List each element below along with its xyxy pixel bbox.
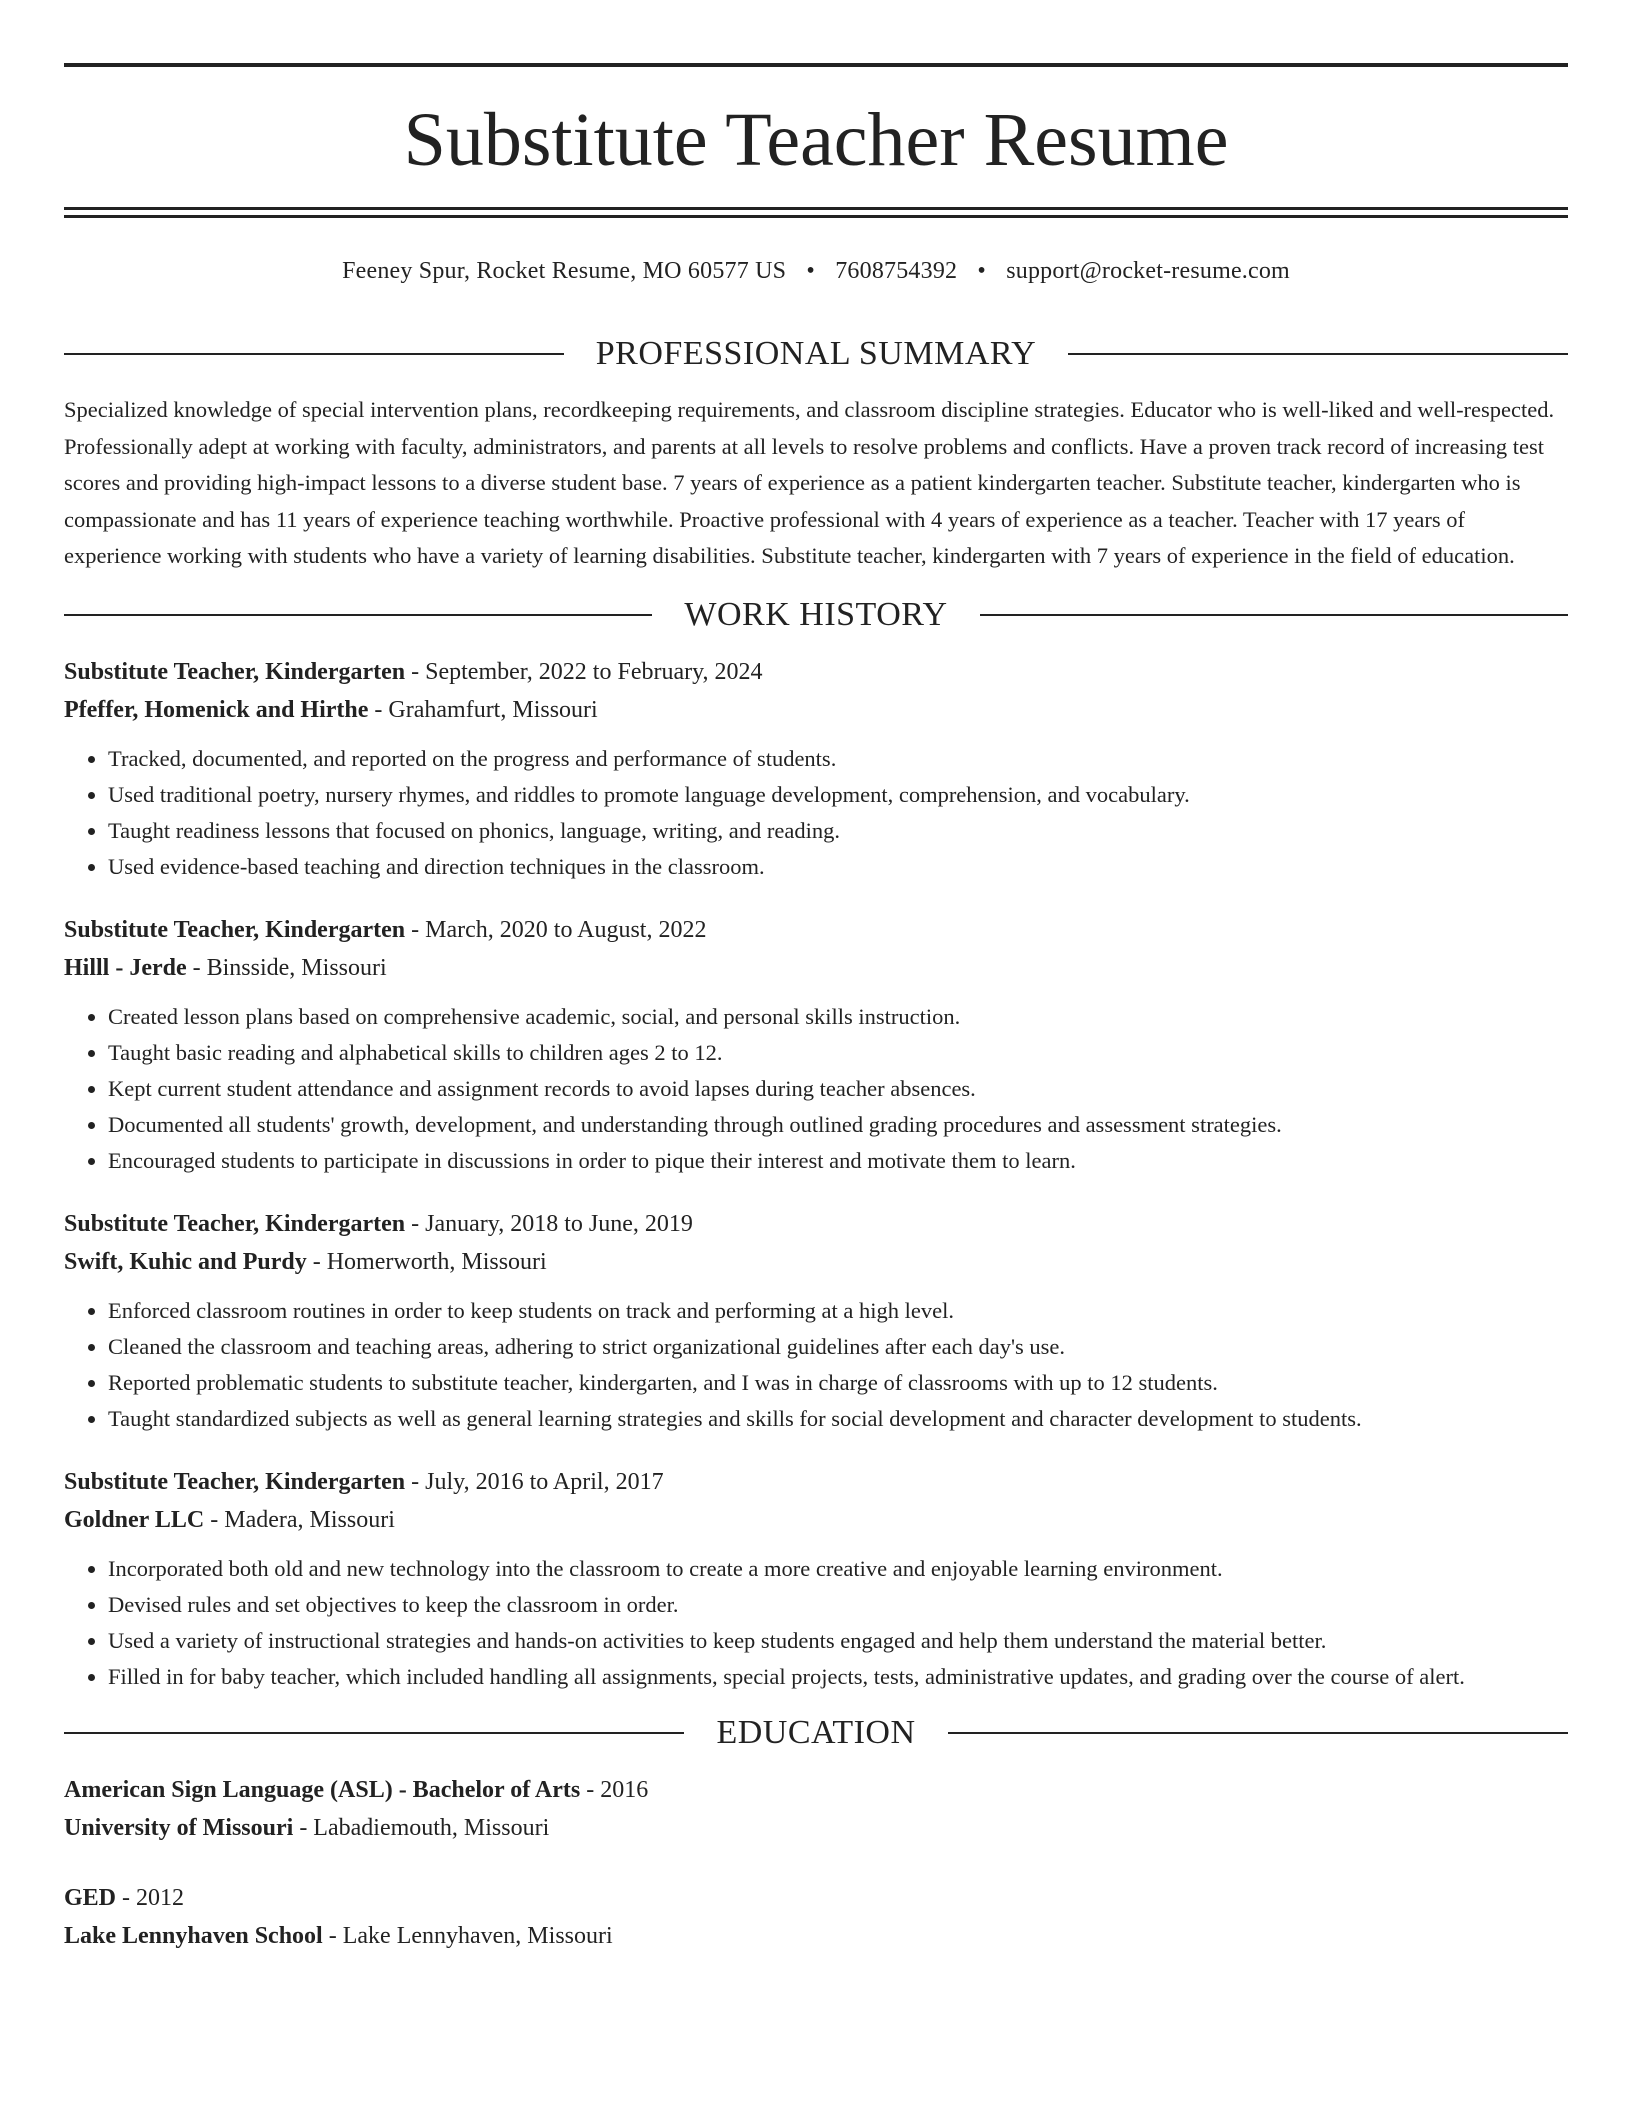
education-entry [64,1771,1568,1847]
job-location: - Binsside, Missouri [186,954,387,981]
school-line [64,1917,1568,1955]
section-heading-work-history [64,591,1568,639]
summary-section [64,330,1568,575]
job-bullet: • Enforced classroom routines in order to keep students on track and performing at a high level. [108,1293,1568,1329]
job-company-line [64,691,1568,729]
job-title-line [64,1205,1568,1243]
graduation-year: - 2016 [580,1776,649,1803]
title-double-divider [64,207,1568,218]
job-bullet: • Taught basic reading and alphabetical skills to children ages 2 to 12. [108,1035,1568,1071]
job-title: Substitute Teacher, Kindergarten [64,1468,406,1495]
summary-text: Specialized knowledge of special intervention plans, recordkeeping requirements, and classroom discipline strategies. Educator who is well-liked and well-respected. Professionally adept at working with faculty, administrators, and parents at all levels to resolve problems and conflicts. Have a proven track record of increasing test scores and providing high-impact lessons to a diverse student base. 7 years of experience as a patient kindergarten teacher. Substitute teacher, kindergarten who is compassionate and has 11 years of experience teaching worthwhile. Proactive professional with 4 years of experience as a teacher. Teacher with 17 years of experience working with students who have a variety of learning disabilities. Substitute teacher, kindergarten with 7 years of experience in the field of education. [64,397,1555,568]
job-entry [64,911,1568,1179]
job-company: Goldner LLC [64,1506,205,1533]
job-bullets [64,1293,1568,1437]
heading-rule-right [948,1732,1568,1734]
contact-separator: • [977,258,987,284]
job-bullet: • Used a variety of instructional strategies and hands-on activities to keep students engaged and help them understand the material better. [108,1623,1568,1659]
section-heading-label: PROFESSIONAL SUMMARY [595,335,1037,372]
job-bullets [64,1551,1568,1695]
job-title-line [64,911,1568,949]
job-company-line [64,1243,1568,1281]
degree: American Sign Language (ASL) - Bachelor of Arts [64,1776,581,1803]
job-location: - Homerworth, Missouri [306,1248,547,1275]
job-bullet: • Used evidence-based teaching and direction techniques in the classroom. [108,849,1568,885]
job-dates: - September, 2022 to February, 2024 [405,658,763,685]
graduation-year: - 2012 [116,1884,185,1911]
degree: GED [64,1884,117,1911]
job-bullet: • Incorporated both old and new technology into the classroom to create a more creative and enjoyable learning environment. [108,1551,1568,1587]
work-history-section [64,591,1568,1695]
contact-address: Feeney Spur, Rocket Resume, MO 60577 US [342,258,787,284]
job-title-line [64,1463,1568,1501]
resume-body [64,330,1568,1955]
school: Lake Lennyhaven School [64,1922,323,1949]
job-bullet: • Kept current student attendance and assignment records to avoid lapses during teacher absences. [108,1071,1568,1107]
heading-rule-left [64,353,564,355]
contact-separator: • [806,258,816,284]
job-entry [64,1205,1568,1437]
job-company: Swift, Kuhic and Purdy [64,1248,307,1275]
job-title: Substitute Teacher, Kindergarten [64,658,406,685]
job-entry [64,1463,1568,1695]
school-location: - Labadiemouth, Missouri [293,1814,550,1841]
job-company: Hilll - Jerde [64,954,187,981]
job-bullets [64,999,1568,1179]
heading-rule-right [1068,353,1568,355]
job-bullet: • Encouraged students to participate in discussions in order to pique their interest and motivate them to learn. [108,1143,1568,1179]
section-heading-label: WORK HISTORY [684,595,948,633]
section-heading-summary [64,330,1568,378]
education-entry [64,1879,1568,1955]
job-bullet: • Used traditional poetry, nursery rhymes, and riddles to promote language development, comprehension, and vocabulary. [108,777,1568,813]
resume-title: Substitute Teacher Resume [403,98,1229,182]
heading-rule-left [64,1732,684,1734]
job-bullet: • Documented all students' growth, development, and understanding through outlined grading procedures and assessment strategies. [108,1107,1568,1143]
top-divider [64,63,1568,67]
contact-phone: 7608754392 [835,258,958,284]
section-heading-education [64,1709,1568,1757]
job-company: Pfeffer, Homenick and Hirthe [64,696,369,723]
job-dates: - January, 2018 to June, 2019 [405,1210,693,1237]
job-bullet: • Devised rules and set objectives to keep the classroom in order. [108,1587,1568,1623]
job-title: Substitute Teacher, Kindergarten [64,1210,406,1237]
job-company-line [64,1501,1568,1539]
job-bullet: • Cleaned the classroom and teaching areas, adhering to strict organizational guidelines after each day's use. [108,1329,1568,1365]
job-company-line [64,949,1568,987]
job-bullet: • Tracked, documented, and reported on the progress and performance of students. [108,741,1568,777]
school-location: - Lake Lennyhaven, Missouri [322,1922,613,1949]
job-bullet: • Reported problematic students to substitute teacher, kindergarten, and I was in charge of classrooms with up to 12 students. [108,1365,1568,1401]
job-title: Substitute Teacher, Kindergarten [64,916,406,943]
section-heading-label: EDUCATION [716,1713,916,1751]
school: University of Missouri [64,1814,294,1841]
job-location: - Madera, Missouri [204,1506,395,1533]
job-dates: - March, 2020 to August, 2022 [405,916,707,943]
heading-rule-left [64,614,652,616]
job-bullet: • Filled in for baby teacher, which included handling all assignments, special projects, tests, administrative updates, and grading over the course of alert. [108,1659,1568,1695]
contact-line [64,254,1568,288]
education-section [64,1709,1568,1955]
job-bullet: • Taught standardized subjects as well as general learning strategies and skills for social development and character development to students. [108,1401,1568,1437]
job-title-line [64,653,1568,691]
school-line [64,1809,1568,1847]
contact-email[interactable]: support@rocket-resume.com [1006,258,1290,284]
job-bullets [64,741,1568,885]
degree-line [64,1879,1568,1917]
job-bullet: • Created lesson plans based on comprehensive academic, social, and personal skills instruction. [108,999,1568,1035]
job-bullet: • Taught readiness lessons that focused on phonics, language, writing, and reading. [108,813,1568,849]
job-entry [64,653,1568,885]
degree-line [64,1771,1568,1809]
heading-rule-right [980,614,1568,616]
job-dates: - July, 2016 to April, 2017 [405,1468,664,1495]
job-location: - Grahamfurt, Missouri [368,696,598,723]
